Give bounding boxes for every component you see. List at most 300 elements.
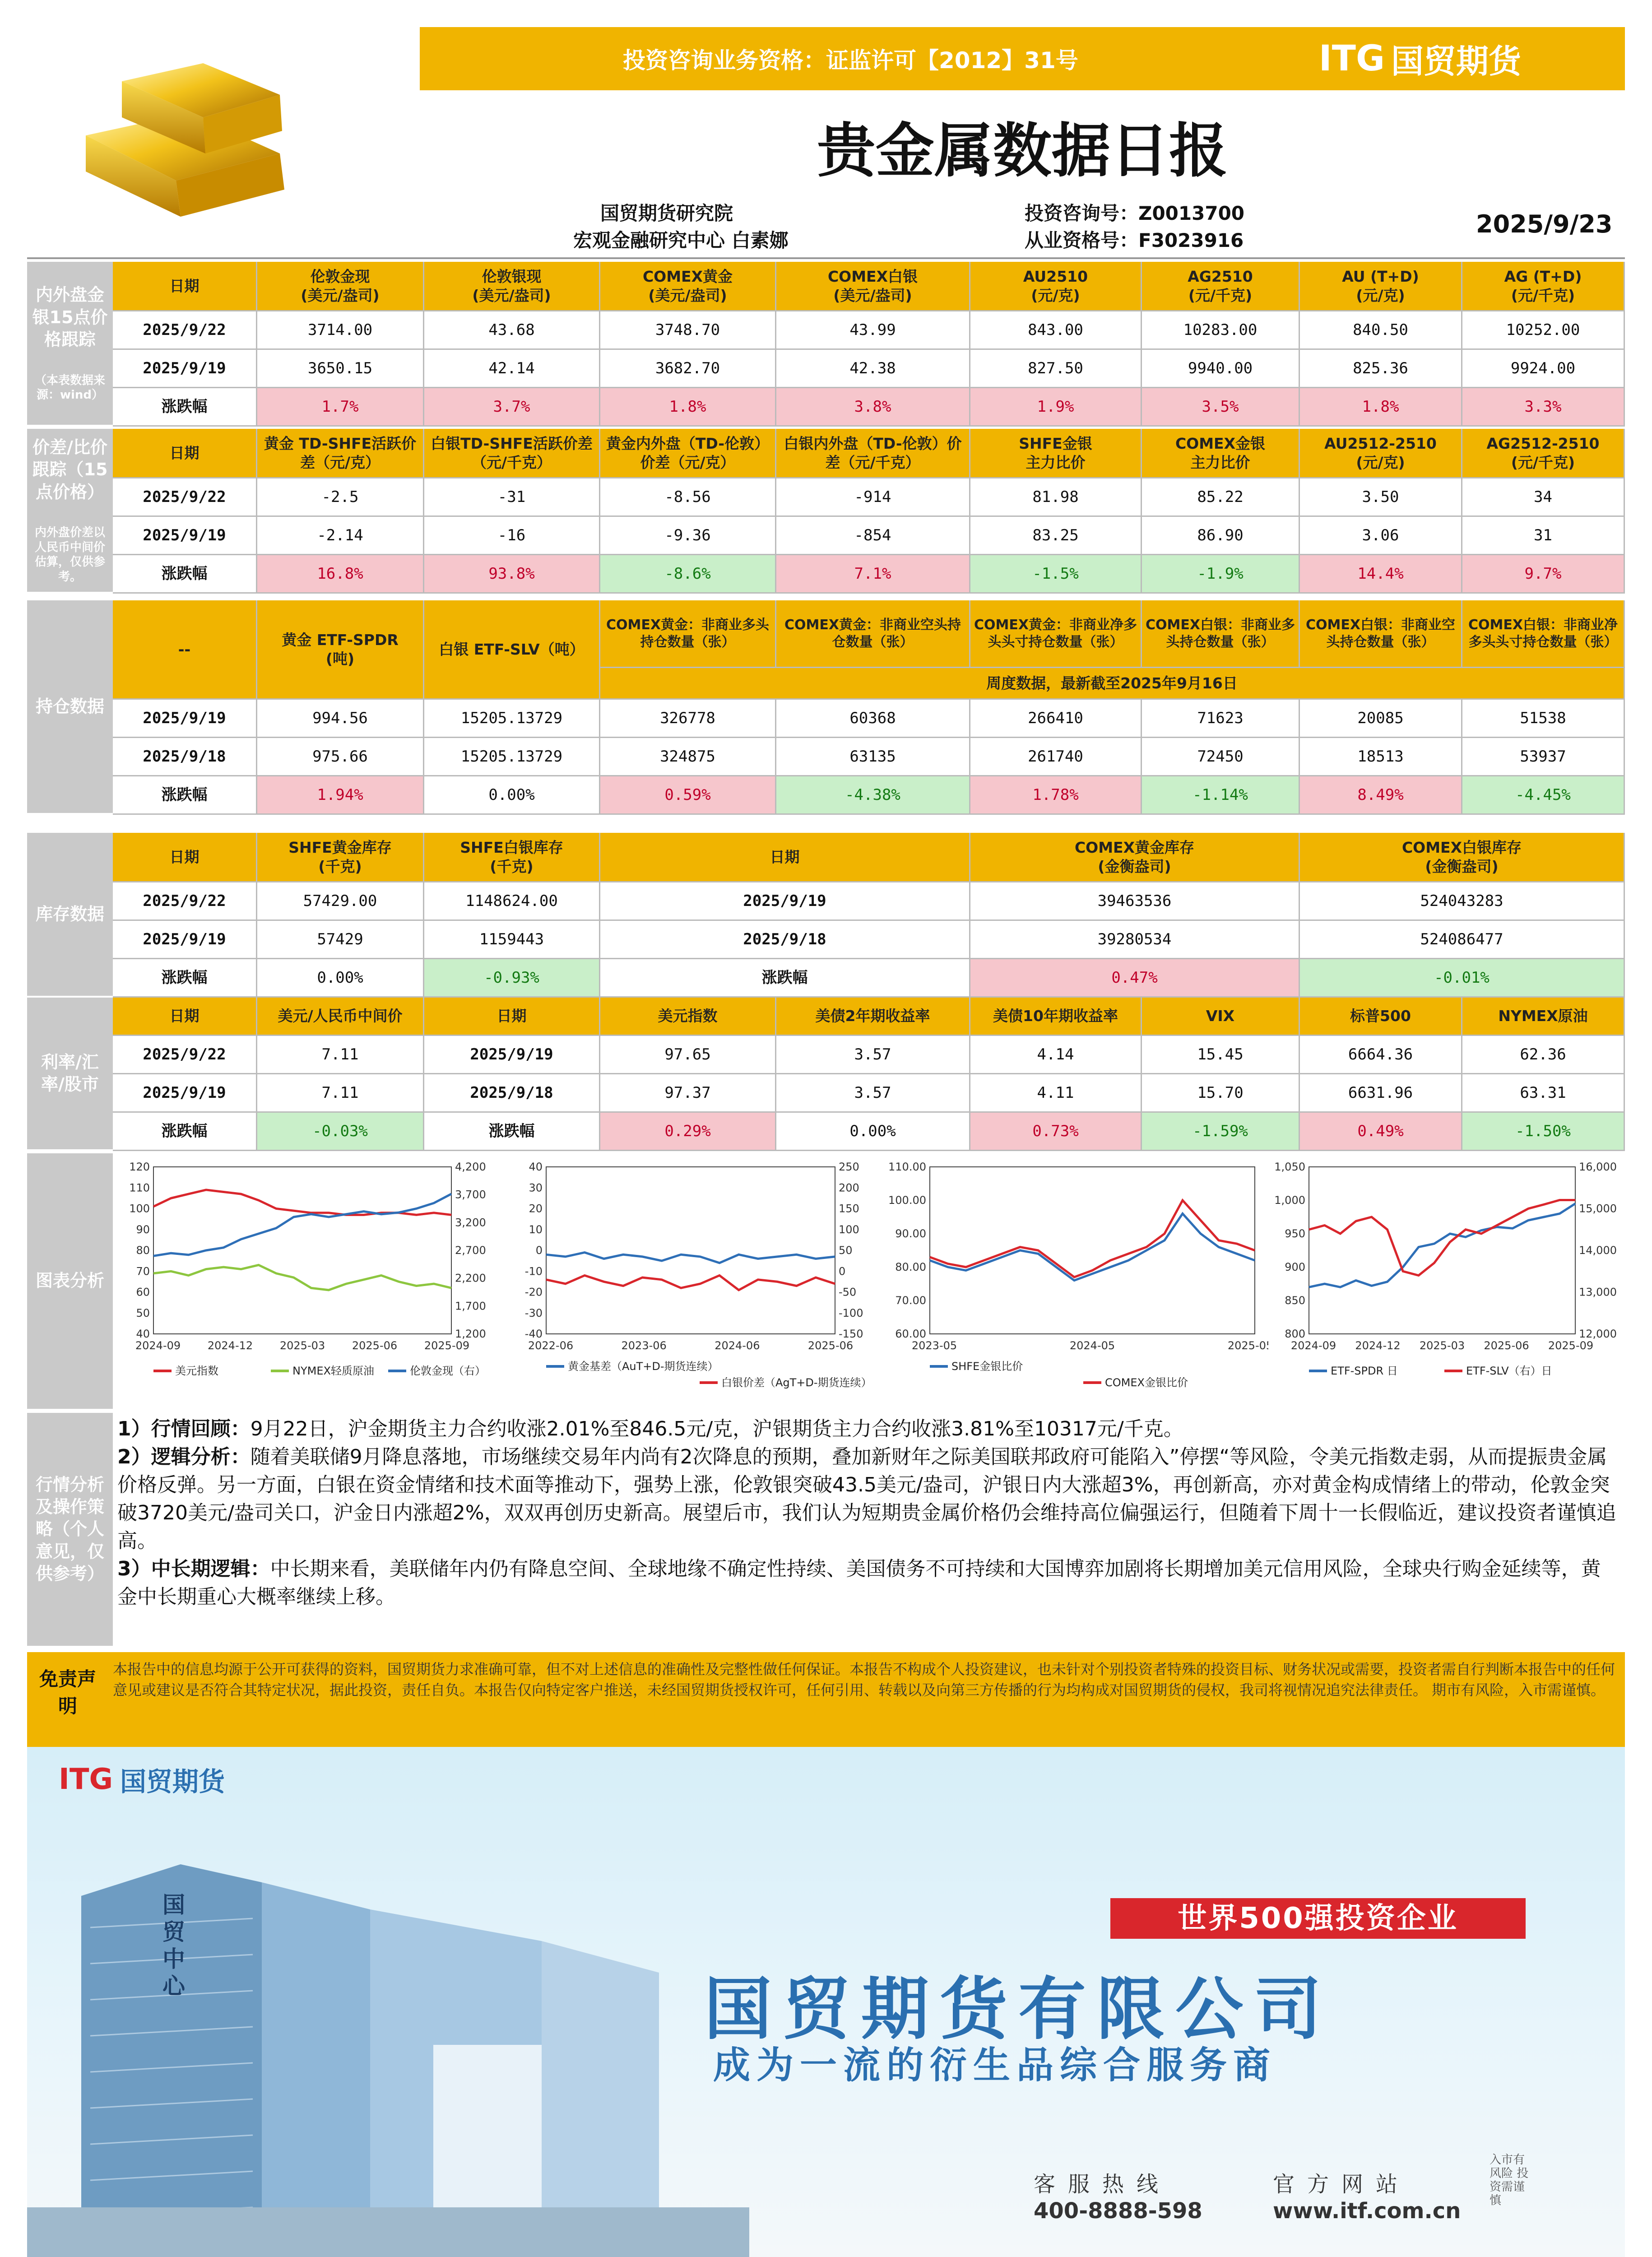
header-cell-section5-0: 日期 [113, 998, 257, 1036]
change-cell-section2-6: 14.4% [1300, 555, 1462, 594]
building-illustration [27, 1747, 749, 2257]
chart-3-legend-label-0: ETF-SPDR 日 [1331, 1365, 1398, 1377]
chart-0-ytick-right-0: 4,200 [455, 1161, 486, 1173]
chart-3-ytick-left-5: 800 [1285, 1328, 1305, 1340]
data-cell-section3-1-0: 2025/9/18 [113, 738, 257, 776]
header-cell-section5-1: 美元/人民币中间价 [257, 998, 424, 1036]
change-cell-section2-2: -8.6% [600, 555, 776, 594]
header-cell-section2-3: 黄金内外盘（TD-伦敦）价差（元/克） [600, 429, 776, 478]
change-cell-section1-6: 1.8% [1300, 388, 1462, 427]
chart-3-xtick-0: 2024-09 [1290, 1339, 1336, 1352]
change-cell-section5-1: 涨跌幅 [424, 1113, 600, 1151]
data-cell-section1-0-0: 2025/9/22 [113, 311, 257, 350]
change-cell-section1-5: 3.5% [1142, 388, 1300, 427]
change-cell-section2-1: 93.8% [424, 555, 600, 594]
data-cell-section1-1-1: 3650.15 [257, 350, 424, 388]
institute-name: 国贸期货研究院 [600, 202, 733, 224]
brand-cn: 国贸期货 [1391, 42, 1521, 80]
header-cell-section1-7: AU (T+D) (元/克) [1300, 262, 1462, 311]
page-title: 贵金属数据日报 [817, 116, 1228, 185]
top-banner [420, 27, 1625, 90]
data-cell-section2-1-8: 31 [1462, 517, 1625, 555]
data-cell-section2-1-2: -16 [424, 517, 600, 555]
chart-2-frame [930, 1167, 1255, 1334]
change-cell-section5-2: 0.29% [600, 1113, 776, 1151]
header-cell-section4-1: SHFE黄金库存 (千克) [257, 833, 424, 882]
data-cell-section5-1-6: 15.70 [1142, 1074, 1300, 1113]
header-cell-section5-5: 美债10年期收益率 [970, 998, 1142, 1036]
chart-1-legend-label-1: 白银价差（AgT+D-期货连续） [721, 1376, 872, 1389]
section-label-section5: 利率/汇率/股市 [27, 998, 113, 1151]
data-cell-section2-1-0: 2025/9/19 [113, 517, 257, 555]
data-cell-section4-0-1: 57429.00 [257, 882, 424, 921]
hotline-number: 400-8888-598 [1034, 2198, 1202, 2224]
data-cell-section1-0-4: 43.99 [776, 311, 970, 350]
chart-section-label: 图表分析 [27, 1153, 113, 1411]
chart-0-legend-label-0: 美元指数 [175, 1365, 218, 1377]
data-cell-section2-0-1: -2.5 [257, 478, 424, 517]
chart-0-legend-label-2: 伦敦金现（右） [410, 1365, 486, 1377]
section-label-section1 [27, 262, 113, 427]
data-cell-section3-0-2: 15205.13729 [424, 700, 600, 738]
chart-1-xtick-3: 2025-06 [807, 1339, 854, 1352]
change-label-section2: 涨跌幅 [113, 555, 257, 594]
header-cell-section3-6: COMEX白银：非商业多头持仓数量（张） [1142, 600, 1300, 668]
data-cell-section1-0-7: 840.50 [1300, 311, 1462, 350]
chart-0 [113, 1153, 501, 1411]
data-cell-section1-0-5: 843.00 [970, 311, 1142, 350]
chart-3-ytick-right-0: 16,000 [1579, 1161, 1617, 1173]
change-cell-section4-4: -0.01% [1300, 959, 1625, 998]
header-cell-section1-8: AG (T+D) (元/千克) [1462, 262, 1625, 311]
change-cell-section4-0: 0.00% [257, 959, 424, 998]
header-cell-section3-5: COMEX黄金：非商业净多头头寸持仓数量（张） [970, 600, 1142, 668]
chart-3 [1268, 1153, 1625, 1411]
data-cell-section3-1-5: 261740 [970, 738, 1142, 776]
header-cell-section1-4: COMEX白银 (美元/盎司) [776, 262, 970, 311]
data-cell-section1-1-2: 42.14 [424, 350, 600, 388]
data-cell-section4-0-3: 2025/9/19 [600, 882, 970, 921]
data-cell-section5-1-7: 6631.96 [1300, 1074, 1462, 1113]
license-number: 从业资格号：F3023916 [1025, 229, 1244, 251]
chart-3-ytick-right-1: 15,000 [1579, 1202, 1617, 1215]
change-cell-section5-3: 0.00% [776, 1113, 970, 1151]
chart-3-xtick-2: 2025-03 [1419, 1339, 1465, 1352]
chart-1 [506, 1153, 885, 1411]
chart-0-legend-label-1: NYMEX轻质原油 [292, 1365, 374, 1377]
data-cell-section5-1-3: 97.37 [600, 1074, 776, 1113]
analysis-label: 行情分析及操作策略（个人意见，仅供参考） [27, 1413, 113, 1648]
chart-3-ytick-left-4: 850 [1285, 1294, 1305, 1307]
chart-1-ytick-left-0: 40 [529, 1161, 543, 1173]
change-cell-section2-3: 7.1% [776, 555, 970, 594]
chart-3-ytick-right-4: 12,000 [1579, 1328, 1617, 1340]
header-cell-section2-1: 黄金 TD-SHFE活跃价差（元/克） [257, 429, 424, 478]
charts-area [113, 1153, 1625, 1411]
chart-0-series-2 [153, 1194, 451, 1256]
chart-0-ytick-left-3: 90 [136, 1223, 150, 1236]
chart-0-ytick-right-6: 1,200 [455, 1328, 486, 1340]
data-cell-section1-0-2: 43.68 [424, 311, 600, 350]
chart-1-ytick-left-1: 30 [529, 1181, 543, 1194]
change-cell-section3-2: 0.59% [600, 776, 776, 815]
chart-1-ytick-right-5: 0 [839, 1265, 846, 1278]
change-cell-section1-1: 3.7% [424, 388, 600, 427]
company-name: 国贸期货有限公司 [704, 1970, 1333, 2049]
chart-3-ytick-left-0: 1,050 [1274, 1161, 1305, 1173]
change-cell-section2-0: 16.8% [257, 555, 424, 594]
data-cell-section5-0-3: 97.65 [600, 1036, 776, 1074]
chart-0-ytick-left-7: 50 [136, 1306, 150, 1319]
change-cell-section2-7: 9.7% [1462, 555, 1625, 594]
data-cell-section5-1-4: 3.57 [776, 1074, 970, 1113]
analysis-p3 [117, 1555, 1620, 1611]
change-cell-section2-5: -1.9% [1142, 555, 1300, 594]
chart-1-ytick-right-6: -50 [839, 1286, 857, 1299]
chart-1-legend-label-0: 黄金基差（AuT+D-期货连续） [568, 1360, 719, 1373]
change-cell-section4-1: -0.93% [424, 959, 600, 998]
chart-0-series-1 [153, 1265, 451, 1290]
chart-0-ytick-left-6: 60 [136, 1286, 150, 1299]
analysis-p3-body: 中长期来看，美联储年内仍有降息空间、全球地缘不确定性持续、美国债务不可持续和大国博弈加剧将长期增加美元信用风险，全球央行购金延续等，黄金中长期重心大概率继续上移。 [117, 1557, 1601, 1608]
data-cell-section1-1-4: 42.38 [776, 350, 970, 388]
chart-0-ytick-left-4: 80 [136, 1244, 150, 1257]
data-cell-section1-1-0: 2025/9/19 [113, 350, 257, 388]
chart-0-ytick-right-5: 1,700 [455, 1300, 486, 1313]
change-label-section3: 涨跌幅 [113, 776, 257, 815]
chart-1-ytick-left-5: -10 [524, 1265, 543, 1278]
chart-3-ytick-left-2: 950 [1285, 1227, 1305, 1240]
consult-number: 投资咨询号：Z0013700 [1025, 202, 1245, 224]
change-cell-section3-4: 1.78% [970, 776, 1142, 815]
website-label: 官方网站 [1273, 2172, 1411, 2197]
chart-3-ytick-right-2: 14,000 [1579, 1244, 1617, 1257]
data-cell-section3-1-4: 63135 [776, 738, 970, 776]
data-cell-section2-1-7: 3.06 [1300, 517, 1462, 555]
chart-3-ytick-right-3: 13,000 [1579, 1286, 1617, 1299]
chart-1-ytick-right-7: -100 [839, 1306, 863, 1319]
data-cell-section3-0-8: 51538 [1462, 700, 1625, 738]
section-label-section3: 持仓数据 [27, 600, 113, 815]
section-label-section2 [27, 429, 113, 594]
chart-3-series-0 [1309, 1203, 1575, 1287]
header-cell-section5-8: NYMEX原油 [1462, 998, 1625, 1036]
change-cell-section5-0: -0.03% [257, 1113, 424, 1151]
data-cell-section4-1-1: 57429 [257, 921, 424, 959]
chart-1-series-1 [546, 1276, 835, 1290]
header-cell-section3-0: -- [113, 600, 257, 700]
header-cell-section2-4: 白银内外盘（TD-伦敦）价差（元/千克） [776, 429, 970, 478]
chart-2-xtick-0: 2023-05 [911, 1339, 957, 1352]
chart-0-ytick-left-5: 70 [136, 1265, 150, 1278]
data-cell-section3-1-8: 53937 [1462, 738, 1625, 776]
header-cell-section3-4: COMEX黄金：非商业空头持仓数量（张） [776, 600, 970, 668]
qualification-text: 投资咨询业务资格：证监许可【2012】31号 [623, 47, 1078, 74]
data-cell-section4-0-2: 1148624.00 [424, 882, 600, 921]
data-cell-section1-0-6: 10283.00 [1142, 311, 1300, 350]
header-cell-section4-2: SHFE白银库存 (千克) [424, 833, 600, 882]
section-label-text-section1: 内外盘金银15点价格跟踪 [32, 285, 108, 349]
data-cell-section5-0-2: 2025/9/19 [424, 1036, 600, 1074]
header-cell-section5-2: 日期 [424, 998, 600, 1036]
company-banner [27, 1747, 1625, 2257]
data-cell-section2-0-8: 34 [1462, 478, 1625, 517]
header-cell-section2-2: 白银TD-SHFE活跃价差（元/千克） [424, 429, 600, 478]
header-cell-section2-7: AU2512-2510 (元/克) [1300, 429, 1462, 478]
change-cell-section5-4: 0.73% [970, 1113, 1142, 1151]
change-cell-section5-7: -1.50% [1462, 1113, 1625, 1151]
header-cell-section4-3: 日期 [600, 833, 970, 882]
change-label-section5: 涨跌幅 [113, 1113, 257, 1151]
disclaimer-text: 本报告中的信息均源于公开可获得的资料，国贸期货力求准确可靠，但不对上述信息的准确性及完整性做任何保证。本报告不构成个人投资建议，也未针对个别投资者特殊的投资目标、财务状况或需要，投资者需自行判断本报告中的任何意见或建议是否符合其特定状况，据此投资，责任自负。本报告仅向特定客户推送，未经国贸期货授权许可，任何引用、转载以及向第三方传播的行为均构成对国贸期货的侵权，我司将视情况追究法律责任。 期市有风险，入市需谨慎。 [113, 1661, 1615, 1699]
data-cell-section2-0-6: 85.22 [1142, 478, 1300, 517]
analysis-p2-body: 随着美联储9月降息落地，市场继续交易年内尚有2次降息的预期，叠加新财年之际美国联邦政府可能陷入”停摆“等风险，令美元指数走弱，从而提振贵金属价格反弹。另一方面，白银在资金情绪和技术面等推动下，强势上涨，伦敦银突破43.5美元/盎司，沪银日内大涨超3%，再创新高，亦对黄金构成情绪上的带动，伦敦金突破3720美元/盎司关口，沪金日内涨超2%，双双再创历史新高。展望后市，我们认为短期贵金属价格仍会维持高位偏强运行，但随着下周十一长假临近，建议投资者谨慎追高。 [117, 1445, 1616, 1552]
data-cell-section5-0-7: 6664.36 [1300, 1036, 1462, 1074]
change-cell-section5-5: -1.59% [1142, 1113, 1300, 1151]
chart-1-ytick-left-6: -20 [524, 1286, 543, 1299]
data-cell-section2-1-5: 83.25 [970, 517, 1142, 555]
chart-1-ytick-left-7: -30 [524, 1306, 543, 1319]
gold-bar-logo [68, 41, 320, 230]
data-cell-section3-1-2: 15205.13729 [424, 738, 600, 776]
brand-itg: ITG [1318, 38, 1385, 79]
chart-3-frame [1309, 1167, 1575, 1334]
chart-0-ytick-left-1: 110 [129, 1181, 150, 1194]
company-slogan: 成为一流的衍生品综合服务商 [713, 2044, 1277, 2087]
chart-2-ytick-left-1: 100.00 [888, 1194, 926, 1207]
data-cell-section2-0-4: -914 [776, 478, 970, 517]
data-cell-section1-1-5: 827.50 [970, 350, 1142, 388]
chart-0-ytick-left-2: 100 [129, 1202, 150, 1215]
change-cell-section2-4: -1.5% [970, 555, 1142, 594]
header-cell-section1-6: AG2510 (元/千克) [1142, 262, 1300, 311]
chart-0-ytick-left-0: 120 [129, 1161, 150, 1173]
header-cell-section1-5: AU2510 (元/克) [970, 262, 1142, 311]
analysis-p1-body: 9月22日，沪金期货主力合约收涨2.01%至846.5元/克，沪银期货主力合约收涨3.81%至10317元/千克。 [250, 1417, 1183, 1440]
data-cell-section1-1-8: 9924.00 [1462, 350, 1625, 388]
header-cell-section3-3: COMEX黄金：非商业多头持仓数量（张） [600, 600, 776, 668]
section-label-section4: 库存数据 [27, 833, 113, 998]
change-cell-section1-0: 1.7% [257, 388, 424, 427]
change-cell-section3-1: 0.00% [424, 776, 600, 815]
data-cell-section5-0-5: 4.14 [970, 1036, 1142, 1074]
change-cell-section3-0: 1.94% [257, 776, 424, 815]
analysis-p3-title: 3）中长期逻辑： [117, 1557, 270, 1580]
report-date: 2025/9/23 [1476, 210, 1613, 238]
chart-0-ytick-left-8: 40 [136, 1328, 150, 1340]
data-cell-section5-0-4: 3.57 [776, 1036, 970, 1074]
header-cell-section5-6: VIX [1142, 998, 1300, 1036]
data-cell-section2-0-5: 81.98 [970, 478, 1142, 517]
data-cell-section4-1-3: 2025/9/18 [600, 921, 970, 959]
header-cell-section1-0: 日期 [113, 262, 257, 311]
chart-0-xtick-1: 2024-12 [207, 1339, 253, 1352]
data-cell-section3-1-3: 324875 [600, 738, 776, 776]
data-cell-section4-1-2: 1159443 [424, 921, 600, 959]
section-note-section1: （本表数据来源：wind） [34, 373, 105, 402]
change-cell-section1-4: 1.9% [970, 388, 1142, 427]
header-cell-section3-2: 白银 ETF-SLV（吨） [424, 600, 600, 700]
chart-3-ytick-left-3: 900 [1285, 1261, 1305, 1273]
data-cell-section1-0-8: 10252.00 [1462, 311, 1625, 350]
chart-2-legend-label-0: SHFE金银比价 [951, 1360, 1023, 1373]
chart-1-xtick-0: 2022-06 [528, 1339, 574, 1352]
data-cell-section3-0-6: 71623 [1142, 700, 1300, 738]
analysis-p1 [117, 1415, 1620, 1443]
change-label-section4: 涨跌幅 [113, 959, 257, 998]
chart-2 [888, 1153, 1273, 1411]
header-cell-section5-7: 标普500 [1300, 998, 1462, 1036]
data-cell-section5-1-5: 4.11 [970, 1074, 1142, 1113]
chart-2-ytick-left-0: 110.00 [888, 1161, 926, 1173]
change-cell-section3-6: 8.49% [1300, 776, 1462, 815]
change-cell-section5-6: 0.49% [1300, 1113, 1462, 1151]
chart-1-xtick-2: 2024-06 [715, 1339, 760, 1352]
data-cell-section3-0-0: 2025/9/19 [113, 700, 257, 738]
chart-1-ytick-right-0: 250 [839, 1161, 859, 1173]
top500-badge: 世界500强投资企业 [1110, 1898, 1526, 1939]
data-cell-section3-0-7: 20085 [1300, 700, 1462, 738]
data-cell-section5-1-0: 2025/9/19 [113, 1074, 257, 1113]
data-cell-section2-1-3: -9.36 [600, 517, 776, 555]
side-risk-text: 入市有风险 投资需谨慎 [1490, 2153, 1529, 2207]
chart-2-ytick-left-5: 60.00 [895, 1328, 926, 1340]
data-cell-section2-1-4: -854 [776, 517, 970, 555]
website-url: www.itf.com.cn [1273, 2198, 1461, 2224]
data-cell-section1-1-3: 3682.70 [600, 350, 776, 388]
header-cell-section2-8: AG2512-2510 (元/千克) [1462, 429, 1625, 478]
data-cell-section4-1-5: 524086477 [1300, 921, 1625, 959]
chart-0-ytick-right-3: 2,700 [455, 1244, 486, 1257]
chart-2-ytick-left-2: 90.00 [895, 1227, 926, 1240]
chart-1-series-0 [546, 1253, 835, 1263]
data-cell-section4-0-4: 39463536 [970, 882, 1300, 921]
chart-3-xtick-4: 2025-09 [1548, 1339, 1594, 1352]
disclaimer-label: 免责声明 [39, 1668, 96, 1717]
data-cell-section3-1-1: 975.66 [257, 738, 424, 776]
change-cell-section3-7: -4.45% [1462, 776, 1625, 815]
header-cell-section1-2: 伦敦银现 (美元/盎司) [424, 262, 600, 311]
chart-0-ytick-right-4: 2,200 [455, 1272, 486, 1285]
header-cell-section5-3: 美元指数 [600, 998, 776, 1036]
brand-logo [1319, 35, 1521, 82]
header-cell-section2-6: COMEX金银 主力比价 [1142, 429, 1300, 478]
chart-1-ytick-right-2: 150 [839, 1202, 859, 1215]
chart-2-ytick-left-4: 70.00 [895, 1294, 926, 1307]
change-cell-section4-3: 0.47% [970, 959, 1300, 998]
chart-2-legend-label-1: COMEX金银比价 [1105, 1376, 1188, 1389]
chart-0-xtick-0: 2024-09 [135, 1339, 181, 1352]
chart-3-legend-label-1: ETF-SLV（右）日 [1466, 1365, 1552, 1377]
chart-2-xtick-1: 2024-05 [1069, 1339, 1115, 1352]
data-cell-section2-1-1: -2.14 [257, 517, 424, 555]
analysis-p1-title: 1）行情回顾： [117, 1417, 251, 1440]
chart-1-ytick-right-3: 100 [839, 1223, 859, 1236]
chart-1-ytick-right-8: -150 [839, 1328, 863, 1340]
header-cell-section4-4: COMEX黄金库存 (金衡盎司) [970, 833, 1300, 882]
data-cell-section1-0-1: 3714.00 [257, 311, 424, 350]
data-cell-section5-1-2: 2025/9/18 [424, 1074, 600, 1113]
chart-1-ytick-right-4: 50 [839, 1244, 853, 1257]
data-cell-section5-0-6: 15.45 [1142, 1036, 1300, 1074]
change-cell-section1-3: 3.8% [776, 388, 970, 427]
header-cell-section2-0: 日期 [113, 429, 257, 478]
chart-1-ytick-right-1: 200 [839, 1181, 859, 1194]
data-cell-section2-0-0: 2025/9/22 [113, 478, 257, 517]
change-cell-section1-2: 1.8% [600, 388, 776, 427]
data-cell-section2-0-7: 3.50 [1300, 478, 1462, 517]
header-divider [27, 257, 1625, 259]
analysis-text [117, 1415, 1620, 1645]
weekly-note: 周度数据，最新截至2025年9月16日 [600, 668, 1625, 700]
chart-3-xtick-3: 2025-06 [1484, 1339, 1529, 1352]
chart-1-ytick-left-2: 20 [529, 1202, 543, 1215]
data-cell-section4-1-0: 2025/9/19 [113, 921, 257, 959]
data-cell-section5-0-1: 7.11 [257, 1036, 424, 1074]
data-cell-section1-1-6: 9940.00 [1142, 350, 1300, 388]
header-cell-section1-1: 伦敦金现 (美元/盎司) [257, 262, 424, 311]
data-cell-section1-1-7: 825.36 [1300, 350, 1462, 388]
data-cell-section2-0-3: -8.56 [600, 478, 776, 517]
chart-1-ytick-left-3: 10 [529, 1223, 543, 1236]
header-cell-section3-7: COMEX白银：非商业空头持仓数量（张） [1300, 600, 1462, 668]
chart-2-ytick-left-3: 80.00 [895, 1261, 926, 1273]
header-cell-section5-4: 美债2年期收益率 [776, 998, 970, 1036]
header-cell-section3-8: COMEX白银：非商业净多头头寸持仓数量（张） [1462, 600, 1625, 668]
chart-0-xtick-2: 2025-03 [279, 1339, 325, 1352]
data-cell-section1-0-3: 3748.70 [600, 311, 776, 350]
research-center: 宏观金融研究中心 白素娜 [573, 229, 789, 251]
data-cell-section5-1-8: 63.31 [1462, 1074, 1625, 1113]
chart-1-ytick-left-4: 0 [535, 1244, 543, 1257]
chart-1-frame [546, 1167, 835, 1334]
change-cell-section4-2: 涨跌幅 [600, 959, 970, 998]
header-cell-section1-3: COMEX黄金 (美元/盎司) [600, 262, 776, 311]
data-cell-section3-0-5: 266410 [970, 700, 1142, 738]
header-cell-section3-1: 黄金 ETF-SPDR (吨) [257, 600, 424, 700]
chart-0-ytick-right-2: 3,200 [455, 1216, 486, 1229]
header-cell-section4-5: COMEX白银库存 (金衡盎司) [1300, 833, 1625, 882]
header-cell-section4-0: 日期 [113, 833, 257, 882]
data-cell-section2-0-2: -31 [424, 478, 600, 517]
change-cell-section3-3: -4.38% [776, 776, 970, 815]
chart-3-ytick-left-1: 1,000 [1274, 1194, 1305, 1207]
change-cell-section3-5: -1.14% [1142, 776, 1300, 815]
hotline-label: 客服热线 [1034, 2172, 1171, 2197]
chart-0-xtick-4: 2025-09 [424, 1339, 470, 1352]
data-cell-section5-1-1: 7.11 [257, 1074, 424, 1113]
chart-1-xtick-1: 2023-06 [621, 1339, 667, 1352]
building-sign: 国贸中心 [162, 1892, 185, 1999]
data-cell-section3-0-3: 326778 [600, 700, 776, 738]
data-cell-section5-0-8: 62.36 [1462, 1036, 1625, 1074]
section-note-section2: 内外盘价差以人民币中间价估算，仅供参考。 [34, 526, 105, 584]
analysis-p2 [117, 1443, 1620, 1555]
banner-logo-cn: 国贸期货 [120, 1766, 225, 1797]
data-cell-section3-0-1: 994.56 [257, 700, 424, 738]
data-cell-section2-1-6: 86.90 [1142, 517, 1300, 555]
chart-0-xtick-3: 2025-06 [352, 1339, 398, 1352]
change-label-section1: 涨跌幅 [113, 388, 257, 427]
data-cell-section3-0-4: 60368 [776, 700, 970, 738]
banner-logo-itg: ITG [59, 1763, 113, 1796]
data-cell-section4-0-5: 524043283 [1300, 882, 1625, 921]
data-cell-section3-1-6: 72450 [1142, 738, 1300, 776]
header-cell-section2-5: SHFE金银 主力比价 [970, 429, 1142, 478]
chart-0-ytick-right-1: 3,700 [455, 1188, 486, 1201]
chart-2-xtick-2: 2025-05 [1227, 1339, 1273, 1352]
data-cell-section5-0-0: 2025/9/22 [113, 1036, 257, 1074]
